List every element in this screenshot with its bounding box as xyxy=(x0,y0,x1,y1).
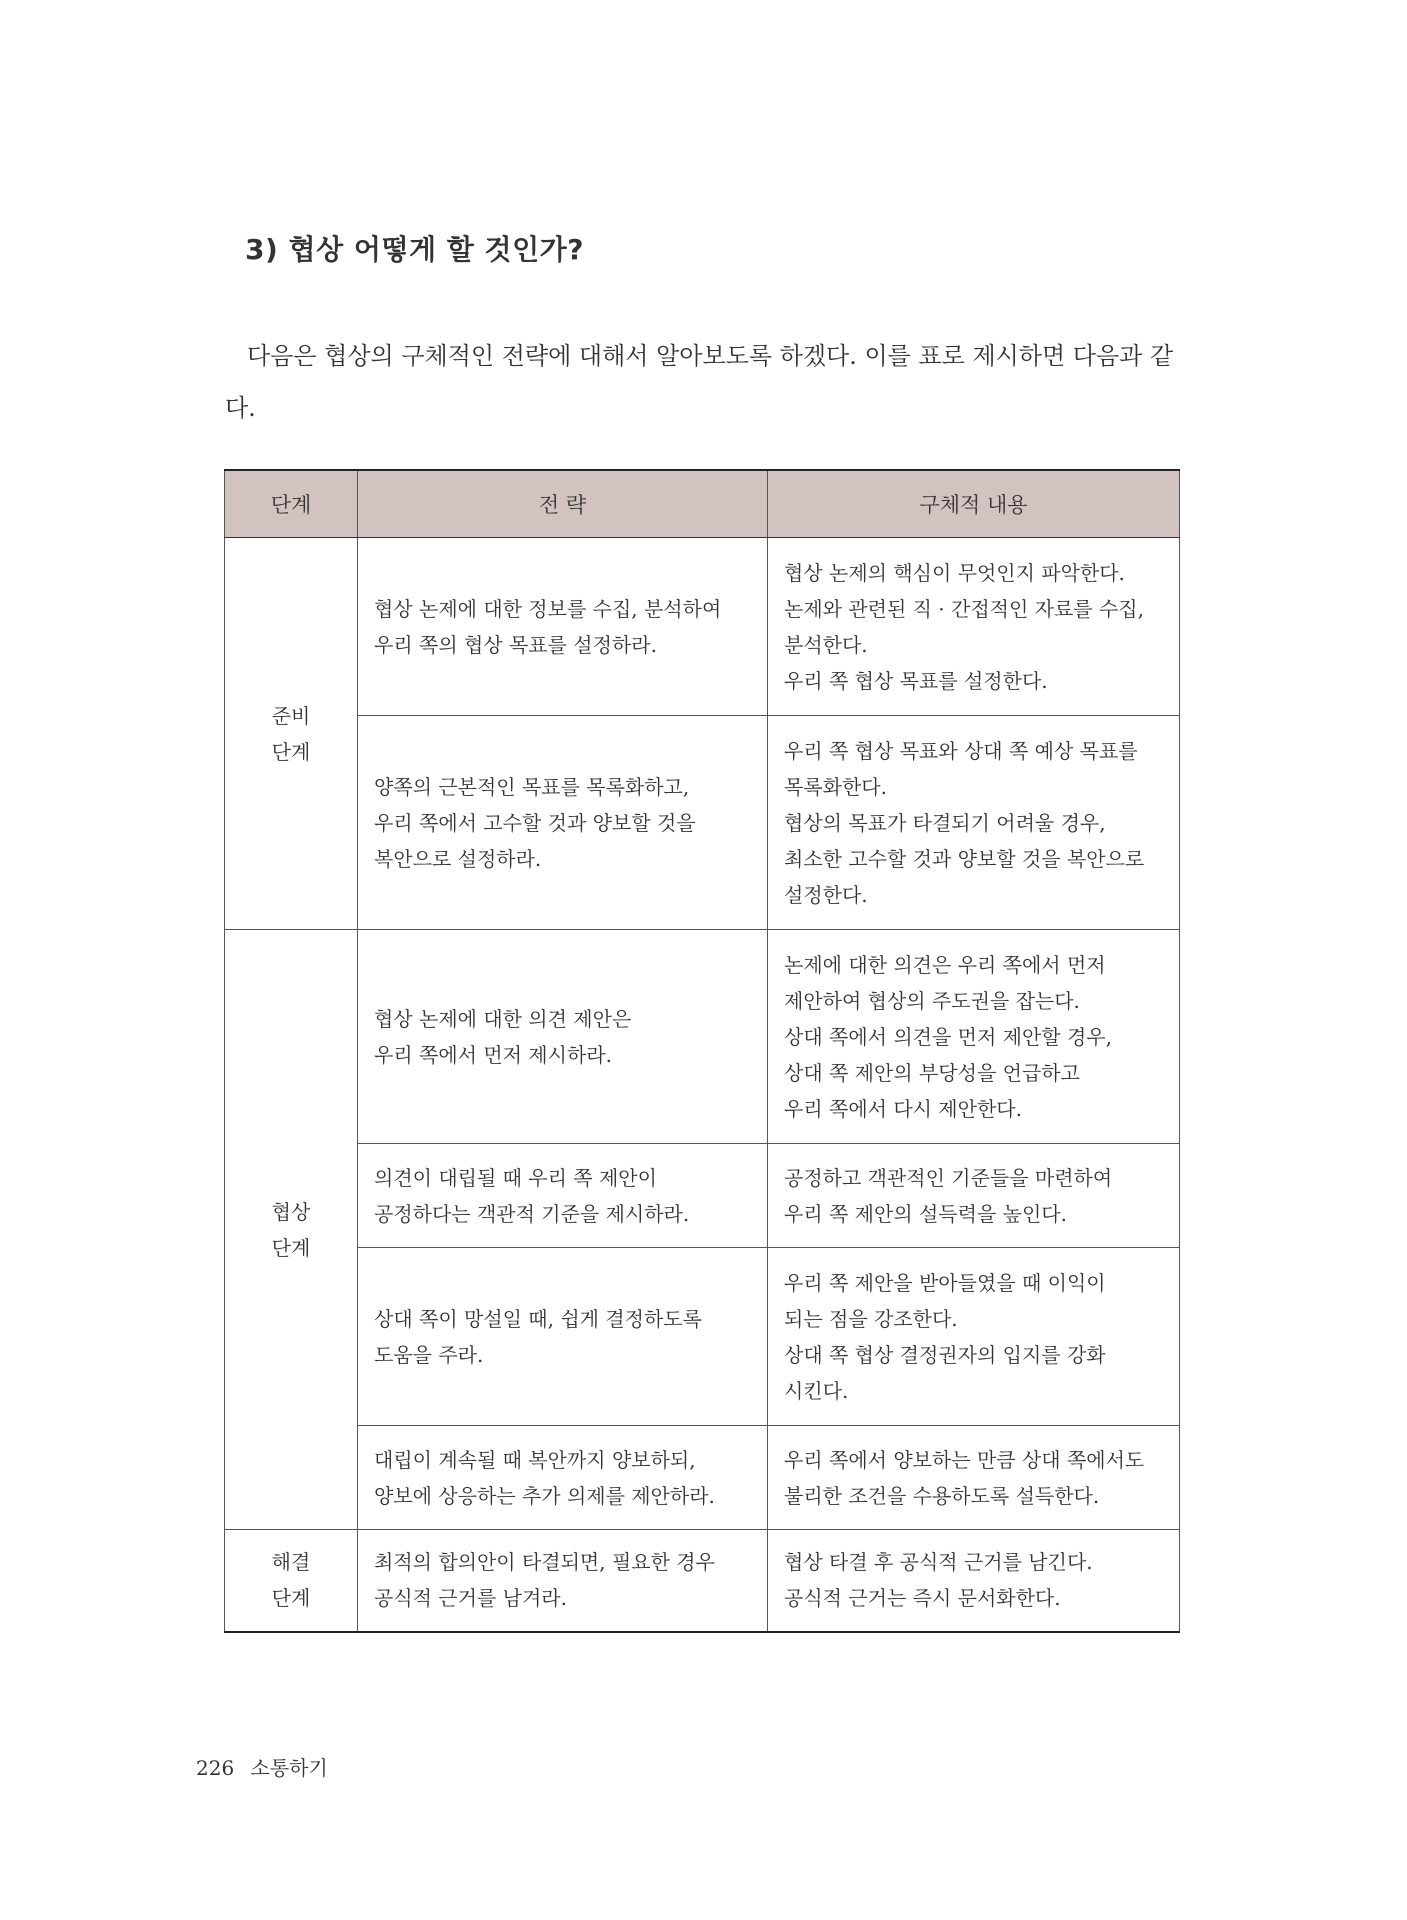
intro-paragraph: 다음은 협상의 구체적인 전략에 대해서 알아보도록 하겠다. 이를 표로 제시하면 다음과 같다. xyxy=(225,342,1174,422)
table-row xyxy=(225,1248,1180,1426)
table-row xyxy=(225,1530,1180,1632)
strategy-cell: 상대 쪽이 망설일 때, 쉽게 결정하도록 도움을 주라. xyxy=(358,1248,768,1426)
page-number: 226 xyxy=(196,1756,235,1780)
detail-cell: 우리 쪽 제안을 받아들였을 때 이익이 되는 점을 강조한다. 상대 쪽 협상 결정권자의 입지를 강화 시킨다. xyxy=(768,1248,1180,1426)
table-header-row xyxy=(225,470,1180,538)
strategy-cell: 협상 논제에 대한 의견 제안은 우리 쪽에서 먼저 제시하라. xyxy=(358,930,768,1144)
detail-cell: 협상 타결 후 공식적 근거를 남긴다. 공식적 근거는 즉시 문서화한다. xyxy=(768,1530,1180,1632)
header-strategy: 전 략 xyxy=(358,470,768,538)
table-row xyxy=(225,716,1180,930)
page-footer xyxy=(196,1752,328,1781)
header-stage: 단계 xyxy=(225,470,358,538)
strategy-cell: 대립이 계속될 때 복안까지 양보하되, 양보에 상응하는 추가 의제를 제안하라. xyxy=(358,1426,768,1530)
table-row xyxy=(225,1144,1180,1248)
detail-cell: 협상 논제의 핵심이 무엇인지 파악한다. 논제와 관련된 직 · 간접적인 자료를 수집, 분석한다. 우리 쪽 협상 목표를 설정한다. xyxy=(768,538,1180,716)
detail-cell: 공정하고 객관적인 기준들을 마련하여 우리 쪽 제안의 설득력을 높인다. xyxy=(768,1144,1180,1248)
strategy-cell: 의견이 대립될 때 우리 쪽 제안이 공정하다는 객관적 기준을 제시하라. xyxy=(358,1144,768,1248)
strategy-cell: 양쪽의 근본적인 목표를 목록화하고, 우리 쪽에서 고수할 것과 양보할 것을 복안으로 설정하라. xyxy=(358,716,768,930)
table-row xyxy=(225,930,1180,1144)
detail-cell: 논제에 대한 의견은 우리 쪽에서 먼저 제안하여 협상의 주도권을 잡는다. 상대 쪽에서 의견을 먼저 제안할 경우, 상대 쪽 제안의 부당성을 언급하고 우리 쪽에서 다시 제안한다. xyxy=(768,930,1180,1144)
strategy-cell: 협상 논제에 대한 정보를 수집, 분석하여 우리 쪽의 협상 목표를 설정하라. xyxy=(358,538,768,716)
stage-resolution: 해결 단계 xyxy=(225,1530,358,1632)
table-row xyxy=(225,1426,1180,1530)
stage-prep: 준비 단계 xyxy=(225,538,358,930)
header-detail: 구체적 내용 xyxy=(768,470,1180,538)
detail-cell: 우리 쪽에서 양보하는 만큼 상대 쪽에서도 불리한 조건을 수용하도록 설득한다. xyxy=(768,1426,1180,1530)
strategy-cell: 최적의 합의안이 타결되면, 필요한 경우 공식적 근거를 남겨라. xyxy=(358,1530,768,1632)
stage-negotiation: 협상 단계 xyxy=(225,930,358,1530)
table-row xyxy=(225,538,1180,716)
strategy-table xyxy=(224,469,1180,1633)
detail-cell: 우리 쪽 협상 목표와 상대 쪽 예상 목표를 목록화한다. 협상의 목표가 타결되기 어려울 경우, 최소한 고수할 것과 양보할 것을 복안으로 설정한다. xyxy=(768,716,1180,930)
book-title: 소통하기 xyxy=(250,1756,328,1780)
section-heading: 3) 협상 어떻게 할 것인가? xyxy=(245,233,584,266)
